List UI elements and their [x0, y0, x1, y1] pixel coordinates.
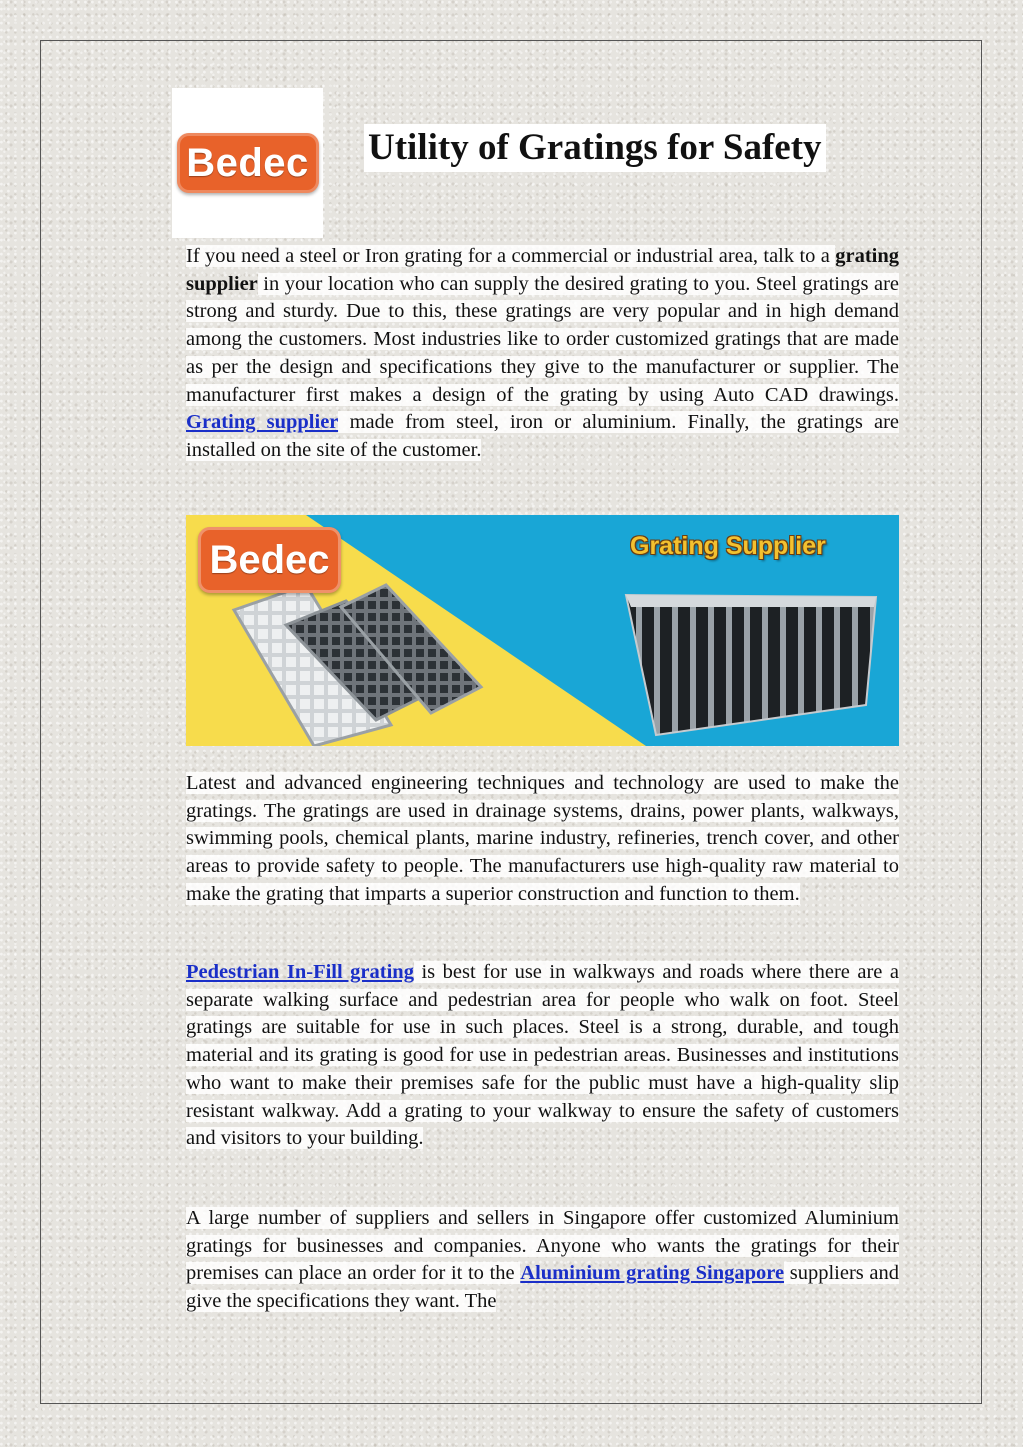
bold-keyword: grating supplier [186, 245, 899, 295]
paragraph-text: suppliers and give the specifications they want. The [186, 1262, 899, 1313]
grating-closeup-edge [626, 595, 876, 607]
pedestrian-infill-grating-link[interactable]: Pedestrian In-Fill grating [186, 961, 414, 983]
banner-title: Grating Supplier [630, 532, 826, 560]
logo-text: Bedec [186, 140, 309, 185]
grating-supplier-link[interactable]: Grating supplier [186, 411, 339, 434]
page-title: Utility of Gratings for Safety [364, 124, 826, 172]
grating-closeup [626, 595, 876, 735]
paragraph-text: is best for use in walkways and roads where there are a separate walking surface and pedestrian area for people who walk on foot. Steel gratings are suitable for use in such places. Steel is a strong, durable, and tough material and its grating is good for use in pedestrian areas. Businesses and institutions who want to make their premises safe for the public must have a high-quality slip resistant walkway. Add a grating to your walkway to ensure the safety of customers and visitors to your building. [186, 961, 899, 1150]
paragraph-text: If you need a steel or Iron grating for a commercial or industrial area, talk to a [186, 245, 836, 267]
paragraph-aluminium [186, 1205, 899, 1316]
banner-logo-text: Bedec [209, 537, 330, 582]
paragraph-text: in your location who can supply the desired grating to you. Steel gratings are strong and sturdy. Due to this, these gratings are very popular and in high demand among the customers. Most industries like to order customized gratings that are made as per the design and specifications they give to the manufacturer or supplier. The manufacturer first makes a design of the grating by using Auto CAD drawings. [186, 272, 899, 406]
paragraph-engineering [186, 770, 899, 909]
paragraph-pedestrian [186, 959, 899, 1153]
brand-logo-container [172, 88, 323, 238]
paragraph-text: Latest and advanced engineering techniques and technology are used to make the gratings. The gratings are used in drainage systems, drains, power plants, walkways, swimming pools, chemical plants, marine industry, refineries, trench cover, and other areas to provide safety to people. The manufacturers use high-quality raw material to make the grating that imparts a superior construction and function to them. [186, 772, 899, 905]
paragraph-text: A large number of suppliers and sellers in Singapore offer customized Aluminium gratings for businesses and companies. Anyone who wants the gratings for their premises can place an order for it to the [186, 1207, 899, 1285]
banner-bedec-logo [198, 527, 341, 593]
aluminium-grating-singapore-link[interactable]: Aluminium grating Singapore [520, 1262, 785, 1285]
paragraph-text: made from steel, iron or aluminium. Finally, the gratings are installed on the site of the customer. [186, 411, 899, 461]
bedec-logo [177, 133, 319, 193]
paragraph-intro [186, 243, 899, 465]
